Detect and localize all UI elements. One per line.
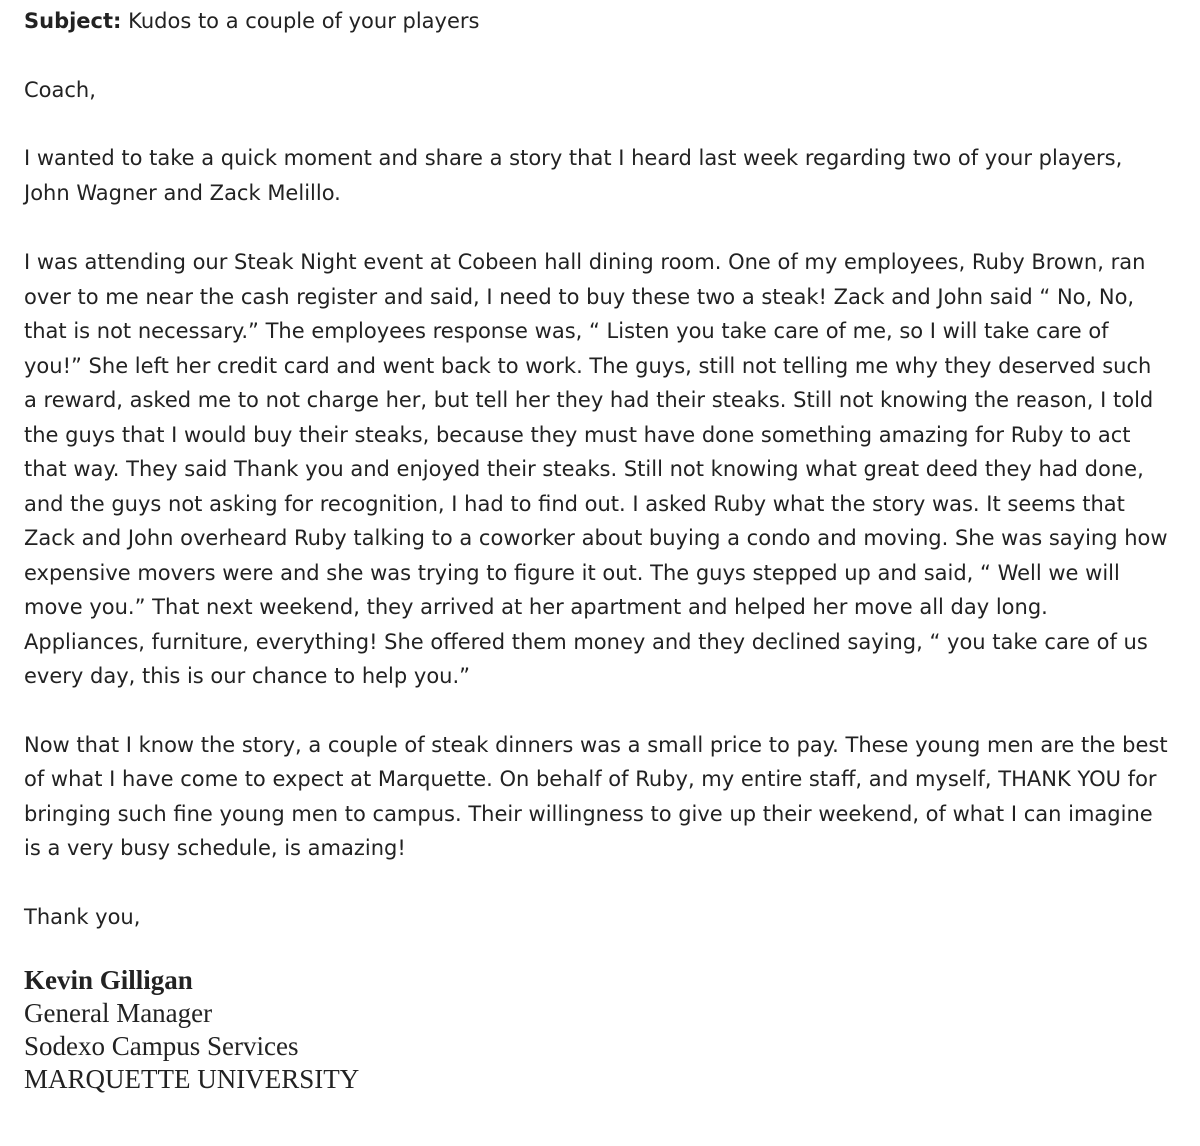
subject-label: Subject: [24, 9, 122, 33]
signature-company: Sodexo Campus Services [24, 1031, 299, 1061]
signature-title: General Manager [24, 998, 213, 1028]
closing: Thank you, [24, 904, 141, 929]
email-subject-line [24, 4, 1170, 39]
greeting: Coach, [24, 77, 96, 102]
signature-block [24, 964, 1170, 1096]
signature-name: Kevin Gilligan [24, 965, 193, 995]
subject-text: Kudos to a couple of your players [121, 9, 480, 33]
paragraph-story: I was attending our Steak Night event at Cobeen hall dining room. One of my employees, Ruby Brown, ran over to me near the cash register and said, I need to buy these two a steak! Zack and John said “ No, No, that is not necessary.” The employees response was, “ Listen you take care of me, so I will take care of you!” She left her credit card and went back to work. The guys, still not telling me why they deserved such a reward, asked me to not charge her, but tell her they had their steaks. Still not knowing the reason, I told the guys that I would buy their steaks, because they must have done something amazing for Ruby to act that way. They said Thank you and enjoyed their steaks. Still not knowing what great deed they had done, and the guys not asking for recognition, I had to find out. I asked Ruby what the story was. It seems that Zack and John overheard Ruby talking to a coworker about buying a condo and moving. She was saying how expensive movers were and she was trying to figure it out. The guys stepped up and said, “ Well we will move you.” That next weekend, they arrived at her apartment and helped her move all day long. Appliances, furniture, everything! She offered them money and they declined saying, “ you take care of us every day, this is our chance to help you.” [24, 250, 1168, 688]
paragraph-intro: I wanted to take a quick moment and share a story that I heard last week regarding two of your players, John Wagner and Zack Melillo. [24, 146, 1123, 205]
signature-university: MARQUETTE UNIVERSITY [24, 1064, 360, 1094]
paragraph-thanks: Now that I know the story, a couple of steak dinners was a small price to pay. These young men are the best of what I have come to expect at Marquette. On behalf of Ruby, my entire staff, and myself, THANK YOU for bringing such fine young men to campus. Their willingness to give up their weekend, of what I can imagine is a very busy schedule, is amazing! [24, 732, 1168, 860]
